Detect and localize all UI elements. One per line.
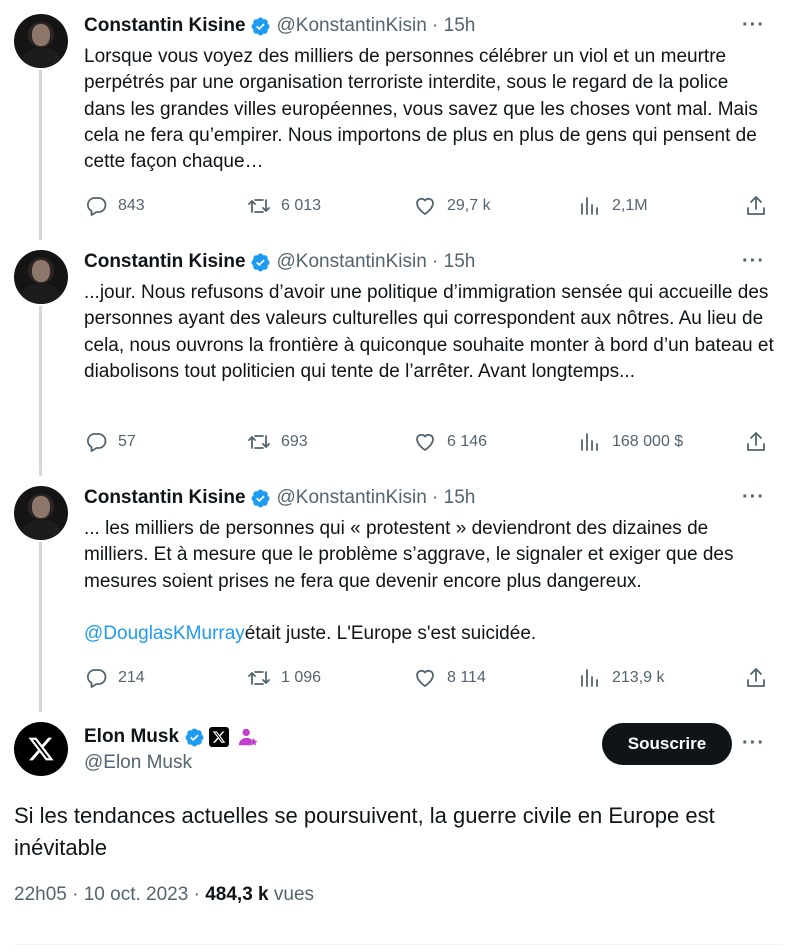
repost-count: 693 (281, 433, 308, 450)
share-icon (744, 194, 768, 218)
author-handle[interactable]: @KonstantinKisin (276, 15, 427, 36)
share-icon (744, 430, 768, 454)
avatar[interactable] (14, 722, 68, 776)
share-icon (744, 666, 768, 690)
views-button[interactable] (578, 666, 664, 690)
main-author-row (84, 724, 259, 750)
views-count: 213,9 k (612, 669, 665, 686)
avatar[interactable] (14, 14, 68, 68)
author-name[interactable]: Constantin Kisine (84, 487, 246, 508)
tweet-text: Lorsque vous voyez des milliers de personnes célébrer un viol et un meurtre perpétrés par une organisation terroriste interdite, sous le regard de la police dans les grandes villes européennes, vous savez que les choses vont mal. Mais cela ne fera qu’empirer. Nous importons de plus en plus de gens qui pensent de cette façon chaque… (84, 46, 758, 173)
reply-icon (84, 666, 108, 690)
repost-icon (247, 430, 271, 454)
tweet-actions (84, 194, 774, 222)
more-icon[interactable]: ··· (742, 732, 765, 754)
repost-icon (247, 666, 271, 690)
dot-separator: · (188, 884, 206, 905)
thread-line (39, 70, 42, 240)
views-button[interactable] (578, 430, 683, 454)
share-button[interactable] (744, 430, 778, 454)
reply-button[interactable] (84, 666, 145, 690)
dot-separator: · (426, 251, 444, 272)
like-count: 29,7 k (447, 197, 491, 214)
repost-count: 6 013 (281, 197, 322, 214)
reply-icon (84, 194, 108, 218)
author-handle[interactable]: @KonstantinKisin (276, 251, 427, 272)
author-name[interactable]: Elon Musk (84, 726, 180, 747)
tweet-header (84, 486, 475, 510)
dot-separator: · (426, 15, 444, 36)
dot-separator: · (66, 884, 84, 905)
reply-count: 214 (118, 669, 145, 686)
tweet-meta (14, 884, 314, 906)
tweet-time[interactable]: 15h (443, 15, 476, 36)
views-icon (578, 194, 602, 218)
views-count: 2,1M (612, 197, 648, 214)
like-count: 6 146 (447, 433, 488, 450)
tweet-header (84, 14, 475, 38)
tweet-actions (84, 430, 774, 458)
main-tweet-text: Si les tendances actuelles se poursuivent, la guerre civile en Europe est inévitable (14, 803, 715, 860)
reply-button[interactable] (84, 194, 145, 218)
like-button[interactable] (413, 666, 486, 690)
dot-separator: · (426, 487, 444, 508)
tweet-paragraph (84, 621, 774, 647)
verified-icon (250, 488, 271, 509)
verified-icon (250, 252, 271, 273)
thread-line (39, 306, 42, 476)
like-icon (413, 194, 437, 218)
like-count: 8 114 (447, 669, 486, 686)
views-label: vues (273, 884, 315, 905)
views-count: 168 000 $ (612, 433, 684, 450)
x-logo-icon (27, 735, 55, 763)
tweet-date[interactable]: 10 oct. 2023 (83, 884, 189, 905)
verified-icon (184, 727, 205, 748)
more-icon[interactable]: ··· (742, 486, 765, 508)
tweet-text (84, 516, 774, 647)
avatar[interactable] (14, 250, 68, 304)
tweet-actions (84, 666, 774, 694)
reply-count: 843 (118, 197, 145, 214)
author-handle[interactable]: @KonstantinKisin (276, 487, 427, 508)
thread-line (39, 542, 42, 712)
share-button[interactable] (744, 666, 778, 690)
avatar[interactable] (14, 486, 68, 540)
tweet-time[interactable]: 22h05 (14, 884, 67, 905)
repost-button[interactable] (247, 430, 308, 454)
like-icon (413, 430, 437, 454)
subscribe-button[interactable]: Souscrire (602, 723, 732, 765)
views-icon (578, 666, 602, 690)
like-button[interactable] (413, 194, 491, 218)
more-icon[interactable]: ··· (742, 14, 765, 36)
tweet-text-after-mention: était juste. L'Europe s'est suicidée. (244, 622, 537, 644)
verified-icon (250, 16, 271, 37)
author-name[interactable]: Constantin Kisine (84, 251, 246, 272)
mention-link[interactable]: @DouglasKMurray (84, 622, 245, 644)
repost-count: 1 096 (281, 669, 322, 686)
tweet-header (84, 250, 475, 274)
share-button[interactable] (744, 194, 778, 218)
tweet-time[interactable]: 15h (443, 487, 476, 508)
views-count: 484,3 k (205, 884, 269, 905)
author-name[interactable]: Constantin Kisine (84, 15, 246, 36)
like-button[interactable] (413, 430, 487, 454)
author-handle[interactable]: @Elon Musk (84, 752, 192, 773)
tweet-paragraph: ... les milliers de personnes qui « protestent » deviendront des dizaines de milliers. Et à mesure que le problème s’aggrave, le signaler et exiger que des mesures soient prises ne fera que devenir encore plus dangereux. (84, 518, 734, 592)
divider (14, 944, 782, 945)
reply-button[interactable] (84, 430, 136, 454)
tweet-time[interactable]: 15h (443, 251, 476, 272)
reply-count: 57 (118, 433, 136, 450)
repost-button[interactable] (247, 194, 321, 218)
views-icon (578, 430, 602, 454)
repost-icon (247, 194, 271, 218)
x-affiliate-badge-icon[interactable] (209, 727, 229, 747)
tweet-text: ...jour. Nous refusons d’avoir une politique d’immigration sensée qui accueille des personnes ayant des valeurs culturelles qui correspondent aux nôtres. Au lieu de cela, nous ouvrons la frontière à quiconque souhaite monter à bord d’un bateau et diabolisons tout politicien qui tente de l’arrêter. Avant longtemps... (84, 282, 774, 382)
person-badge-icon[interactable] (237, 726, 259, 748)
views-button[interactable] (578, 194, 648, 218)
repost-button[interactable] (247, 666, 321, 690)
more-icon[interactable]: ··· (742, 250, 765, 272)
like-icon (413, 666, 437, 690)
reply-icon (84, 430, 108, 454)
